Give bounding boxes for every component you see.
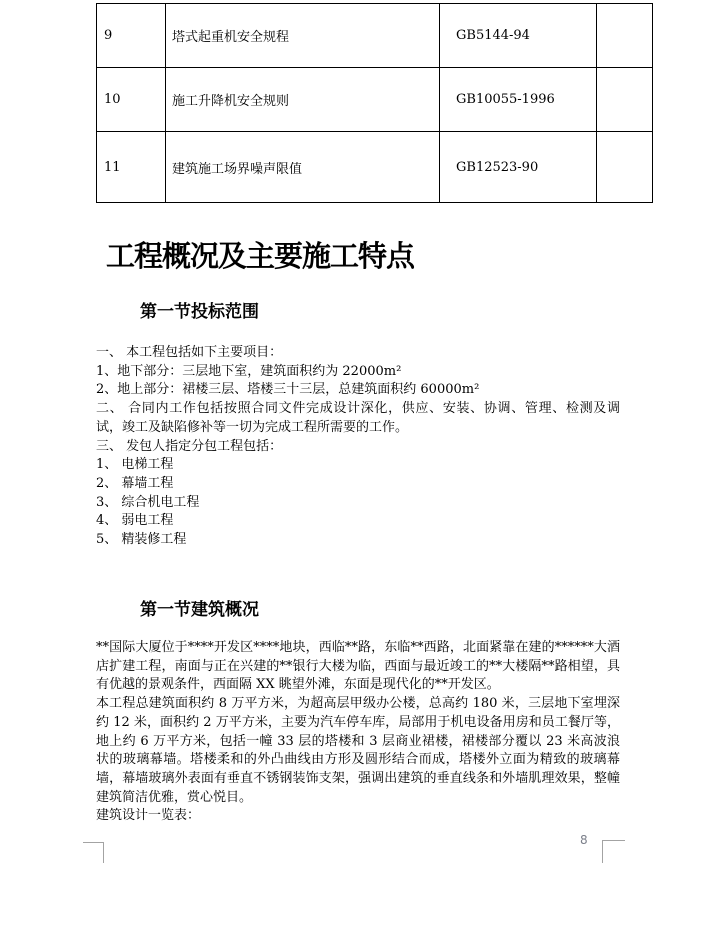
subcontract-item: 3、 综合机电工程: [96, 494, 200, 510]
table-row: [97, 4, 653, 68]
subcontract-item: 5、 精装修工程: [96, 532, 187, 548]
body-line: 2、地上部分：裙楼三层、塔楼三十三层，总建筑面积约 60000m²: [96, 382, 480, 398]
body-line: 1、地下部分：三层地下室，建筑面积约为 22000m²: [96, 363, 402, 379]
table-row: [97, 132, 653, 203]
page-number: 8: [580, 833, 588, 847]
standard-name-cell: 建筑施工场界噪声限值: [166, 132, 440, 203]
section-title-building-overview: 第一节建筑概况: [140, 600, 259, 620]
subcontract-item: 1、 电梯工程: [96, 457, 174, 473]
note-cell: [597, 4, 653, 68]
section-title-bid-scope: 第一节投标范围: [140, 302, 259, 322]
standard-code-cell: GB10055-1996: [440, 68, 597, 132]
row-number-cell: 11: [97, 132, 166, 203]
body-paragraph: **国际大厦位于****开发区****地块，西临**路，东临**西路，北面紧靠在建的******大酒店扩建工程，南面与正在兴建的**银行大楼为临，西面与最近竣工的**大楼隔**路相望，具有优越的景观条件，西面隔 XX 眺望外滩，东面是现代化的**开发区。: [96, 640, 620, 693]
standard-name-cell: 施工升降机安全规则: [166, 68, 440, 132]
standard-code-cell: GB12523-90: [440, 132, 597, 203]
standard-name-cell: 塔式起重机安全规程: [166, 4, 440, 68]
row-number-cell: 10: [97, 68, 166, 132]
margin-corner-mark-left: [83, 842, 104, 863]
chapter-title: 工程概况及主要施工特点: [106, 239, 415, 273]
body-paragraph: 本工程总建筑面积约 8 万平方米，为超高层甲级办公楼，总高约 180 米，三层地下室埋深约 12 米，面积约 2 万平方米，主要为汽车停车库，局部用于机电设备用房和员工餐厅等，地上约 6 万平方米，包括一幢 33 层的塔楼和 3 层商业裙楼，裙楼部分覆以 23 米高波浪状的玻璃幕墙。塔楼柔和的外凸曲线由方形及圆形结合而成，塔楼外立面为精致的玻璃幕墙，幕墙玻璃外表面有垂直不锈钢装饰支架，强调出建筑的垂直线条和外墙肌理效果，整幢建筑简洁优雅，赏心悦目。: [96, 696, 620, 805]
margin-corner-mark-right: [602, 840, 625, 863]
body-line: 二、 合同内工作包括按照合同文件完成设计深化，供应、安装、协调、管理、检测及调试，竣工及缺陷修补等一切为完成工程所需要的工作。: [96, 401, 620, 435]
building-overview-text: [96, 639, 620, 826]
subcontract-item: 2、 幕墙工程: [96, 475, 174, 491]
row-number-cell: 9: [97, 4, 166, 68]
body-line: 三、 发包人指定分包工程包括：: [96, 438, 283, 454]
table-row: [97, 68, 653, 132]
bid-scope-text: [96, 344, 620, 550]
standard-code-cell: GB5144-94: [440, 4, 597, 68]
note-cell: [597, 132, 653, 203]
body-line: 一、 本工程包括如下主要项目：: [96, 345, 283, 360]
note-cell: [597, 68, 653, 132]
standards-table: [96, 3, 653, 203]
subcontract-item: 4、 弱电工程: [96, 513, 174, 529]
body-paragraph: 建筑设计一览表：: [96, 808, 201, 824]
